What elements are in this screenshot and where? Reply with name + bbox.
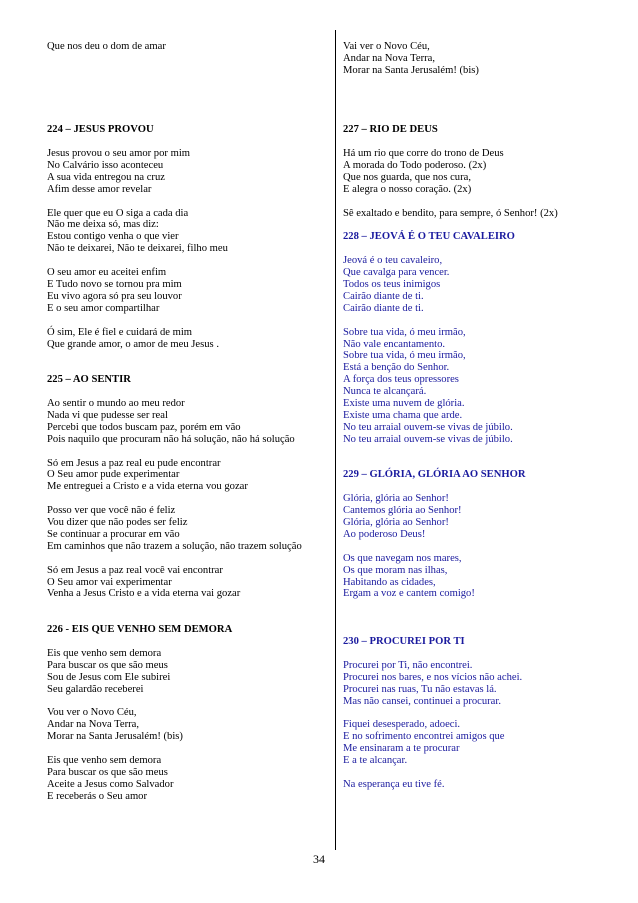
lyric-line: Ao sentir o mundo ao meu redor: [47, 397, 185, 409]
lyric-line: Pois naquilo que procuram não há solução, não há solução: [47, 433, 295, 445]
hymn-title: 229 – GLÓRIA, GLÓRIA AO SENHOR: [343, 469, 526, 481]
lyric-line: Para buscar os que são meus: [47, 766, 168, 778]
lyric-line: O Seu amor vai experimentar: [47, 576, 172, 588]
lyric-line: Os que moram nas ilhas,: [343, 564, 448, 576]
lyric-line: Nada vi que pudesse ser real: [47, 409, 168, 421]
hymn-title: 226 - EIS QUE VENHO SEM DEMORA: [47, 624, 233, 636]
blank-line: [47, 493, 332, 505]
blank-line: [343, 136, 618, 148]
blank-line: [47, 65, 332, 77]
lyric-line: Eis que venho sem demora: [47, 647, 162, 659]
blank-line: [47, 612, 332, 624]
lyric-line: Sou de Jesus com Ele subirei: [47, 671, 171, 683]
blank-line: [47, 696, 332, 708]
lyric-line: E alegra o nosso coração. (2x): [343, 183, 472, 195]
page-number: 34: [313, 852, 325, 866]
lyric-line: Aceite a Jesus como Salvador: [47, 778, 174, 790]
lyric-line: A morada do Todo poderoso. (2x): [343, 159, 487, 171]
blank-line: [47, 446, 332, 458]
blank-line: [343, 624, 618, 636]
lyric-line: Habitando as cidades,: [343, 576, 436, 588]
lyric-line: Se continuar a procurar em vão: [47, 528, 180, 540]
lyric-line: Procurei por Ti, não encontrei.: [343, 659, 473, 671]
blank-line: [343, 315, 618, 327]
lyric-line: Mas não cansei, continuei a procurar.: [343, 695, 501, 707]
left-column: [47, 41, 332, 803]
lyric-line: Glória, glória ao Senhor!: [343, 517, 449, 529]
hymn-title: 224 – JESUS PROVOU: [47, 124, 154, 136]
hymn-title: 225 – AO SENTIR: [47, 374, 131, 386]
lyric-line: Que cavalga para vencer.: [343, 267, 450, 279]
lyric-line: Na esperança eu tive fé.: [343, 778, 445, 790]
lyric-line: Venha a Jesus Cristo e a vida eterna vai gozar: [47, 588, 241, 600]
lyric-line: Procurei nos bares, e nos vícios não achei.: [343, 671, 523, 683]
lyric-line: A força dos teus opressores: [343, 374, 459, 386]
lyric-line: Existe uma nuvem de glória.: [343, 398, 465, 410]
lyric-line: Não vale encantamento.: [343, 338, 446, 350]
lyric-line: O Seu amor pude experimentar: [47, 469, 180, 481]
lyric-line: Fiquei desesperado, adoeci.: [343, 719, 461, 731]
lyric-line: Só em Jesus a paz real você vai encontrar: [47, 564, 223, 576]
blank-line: [343, 600, 618, 612]
lyric-line: Que grande amor, o amor de meu Jesus .: [47, 338, 219, 350]
blank-line: [47, 636, 332, 648]
lyric-line: E a te alcançar.: [343, 755, 408, 767]
blank-line: [343, 767, 618, 779]
blank-line: [47, 100, 332, 112]
lyric-line: Está a benção do Senhor.: [343, 362, 450, 374]
blank-line: [343, 220, 618, 232]
lyric-line: Para buscar os que são meus: [47, 659, 168, 671]
lyric-line: Os que navegam nos mares,: [343, 552, 462, 564]
right-column: [343, 41, 618, 791]
lyric-line: Todos os teus inimigos: [343, 279, 441, 290]
hymn-title: 227 – RIO DE DEUS: [343, 124, 438, 136]
lyric-line: Que nos guarda, que nos cura,: [343, 171, 471, 183]
lyric-line: Percebi que todos buscam paz, porém em vão: [47, 421, 241, 433]
column-divider: [335, 30, 336, 850]
blank-line: [47, 196, 332, 208]
lyric-line: No Calvário isso aconteceu: [47, 159, 164, 171]
blank-line: [343, 77, 618, 89]
lyric-line: Cantemos glória ao Senhor!: [343, 505, 462, 517]
blank-line: [343, 541, 618, 553]
lyric-line: Morar na Santa Jerusalém! (bis): [47, 731, 183, 743]
lyric-line: O seu amor eu aceitei enfim: [47, 267, 167, 279]
lyric-line: Vou ver o Novo Céu,: [47, 707, 137, 719]
lyric-line: Não te deixarei, Não te deixarei, filho meu: [47, 243, 228, 255]
blank-line: [47, 743, 332, 755]
blank-line: [343, 707, 618, 719]
lyric-line: Que nos deu o dom de amar: [47, 41, 166, 52]
blank-line: [343, 612, 618, 624]
lyric-line: Glória, glória ao Senhor!: [343, 493, 449, 505]
blank-line: [47, 350, 332, 362]
lyric-line: Andar na Nova Terra,: [47, 719, 140, 731]
blank-line: [343, 89, 618, 101]
lyric-line: E receberás o Seu amor: [47, 790, 148, 802]
lyric-line: Jeová é o teu cavaleiro,: [343, 255, 443, 267]
lyric-line: Eu vivo agora só pra seu louvor: [47, 290, 182, 302]
lyric-line: Vai ver o Novo Céu,: [343, 41, 430, 52]
blank-line: [47, 136, 332, 148]
blank-line: [343, 243, 618, 255]
hymn-title: 230 – PROCUREI POR TI: [343, 636, 465, 648]
blank-line: [47, 89, 332, 101]
lyric-line: E no sofrimento encontrei amigos que: [343, 731, 505, 743]
blank-line: [47, 600, 332, 612]
blank-line: [343, 112, 618, 124]
blank-line: [343, 458, 618, 470]
lyric-line: Em caminhos que não trazem a solução, não trazem solução: [47, 540, 302, 552]
blank-line: [47, 53, 332, 65]
lyric-line: Ao poderoso Deus!: [343, 528, 426, 540]
blank-line: [47, 255, 332, 267]
lyric-line: Cairão diante de ti.: [343, 290, 424, 302]
lyric-line: Me entreguei a Cristo e a vida eterna vou gozar: [47, 481, 248, 493]
lyric-line: Sobre tua vida, ó meu irmão,: [343, 350, 466, 362]
blank-line: [47, 362, 332, 374]
lyric-line: Ele quer que eu O siga a cada dia: [47, 207, 189, 219]
lyric-line: Me ensinaram a te procurar: [343, 743, 460, 755]
lyric-line: Andar na Nova Terra,: [343, 52, 436, 64]
lyric-line: Sobre tua vida, ó meu irmão,: [343, 326, 466, 338]
lyric-line: E Tudo novo se tornou pra mim: [47, 278, 182, 290]
lyric-line: Nunca te alcançará.: [343, 386, 427, 398]
lyric-line: Morar na Santa Jerusalém! (bis): [343, 64, 479, 76]
lyric-line: Não me deixa só, mas diz:: [47, 219, 159, 231]
lyric-line: Existe uma chama que arde.: [343, 409, 463, 421]
lyric-line: Eis que venho sem demora: [47, 755, 162, 767]
lyric-line: Vou dizer que não podes ser feliz: [47, 517, 188, 529]
lyric-line: Posso ver que você não é feliz: [47, 505, 176, 517]
blank-line: [47, 315, 332, 327]
lyric-line: Procurei nas ruas, Tu não estavas lá.: [343, 683, 497, 695]
lyric-line: A sua vida entregou na cruz: [47, 171, 165, 183]
lyric-line: Afim desse amor revelar: [47, 183, 152, 195]
hymn-title: 228 – JEOVÁ É O TEU CAVALEIRO: [343, 231, 515, 243]
lyric-line: No teu arraial ouvem-se vivas de júbilo.: [343, 433, 513, 445]
lyric-line: Sê exaltado e bendito, para sempre, ó Senhor! (2x): [343, 207, 558, 219]
lyric-line: Há um rio que corre do trono de Deus: [343, 148, 504, 160]
lyric-line: Estou contigo venha o que vier: [47, 231, 179, 243]
blank-line: [343, 648, 618, 660]
blank-line: [343, 446, 618, 458]
lyric-line: Só em Jesus a paz real eu pude encontrar: [47, 457, 221, 469]
blank-line: [47, 112, 332, 124]
lyric-line: Ergam a voz e cantem comigo!: [343, 588, 475, 600]
blank-line: [343, 101, 618, 113]
blank-line: [343, 481, 618, 493]
blank-line: [47, 553, 332, 565]
lyric-line: Jesus provou o seu amor por mim: [47, 148, 191, 160]
lyric-line: Seu galardão receberei: [47, 683, 144, 695]
blank-line: [47, 386, 332, 398]
lyric-line: E o seu amor compartilhar: [47, 302, 160, 314]
lyric-line: No teu arraial ouvem-se vivas de júbilo.: [343, 421, 513, 433]
lyric-line: Ó sim, Ele é fiel e cuidará de mim: [47, 326, 193, 338]
lyric-line: Cairão diante de ti.: [343, 302, 424, 314]
blank-line: [343, 196, 618, 208]
blank-line: [47, 77, 332, 89]
